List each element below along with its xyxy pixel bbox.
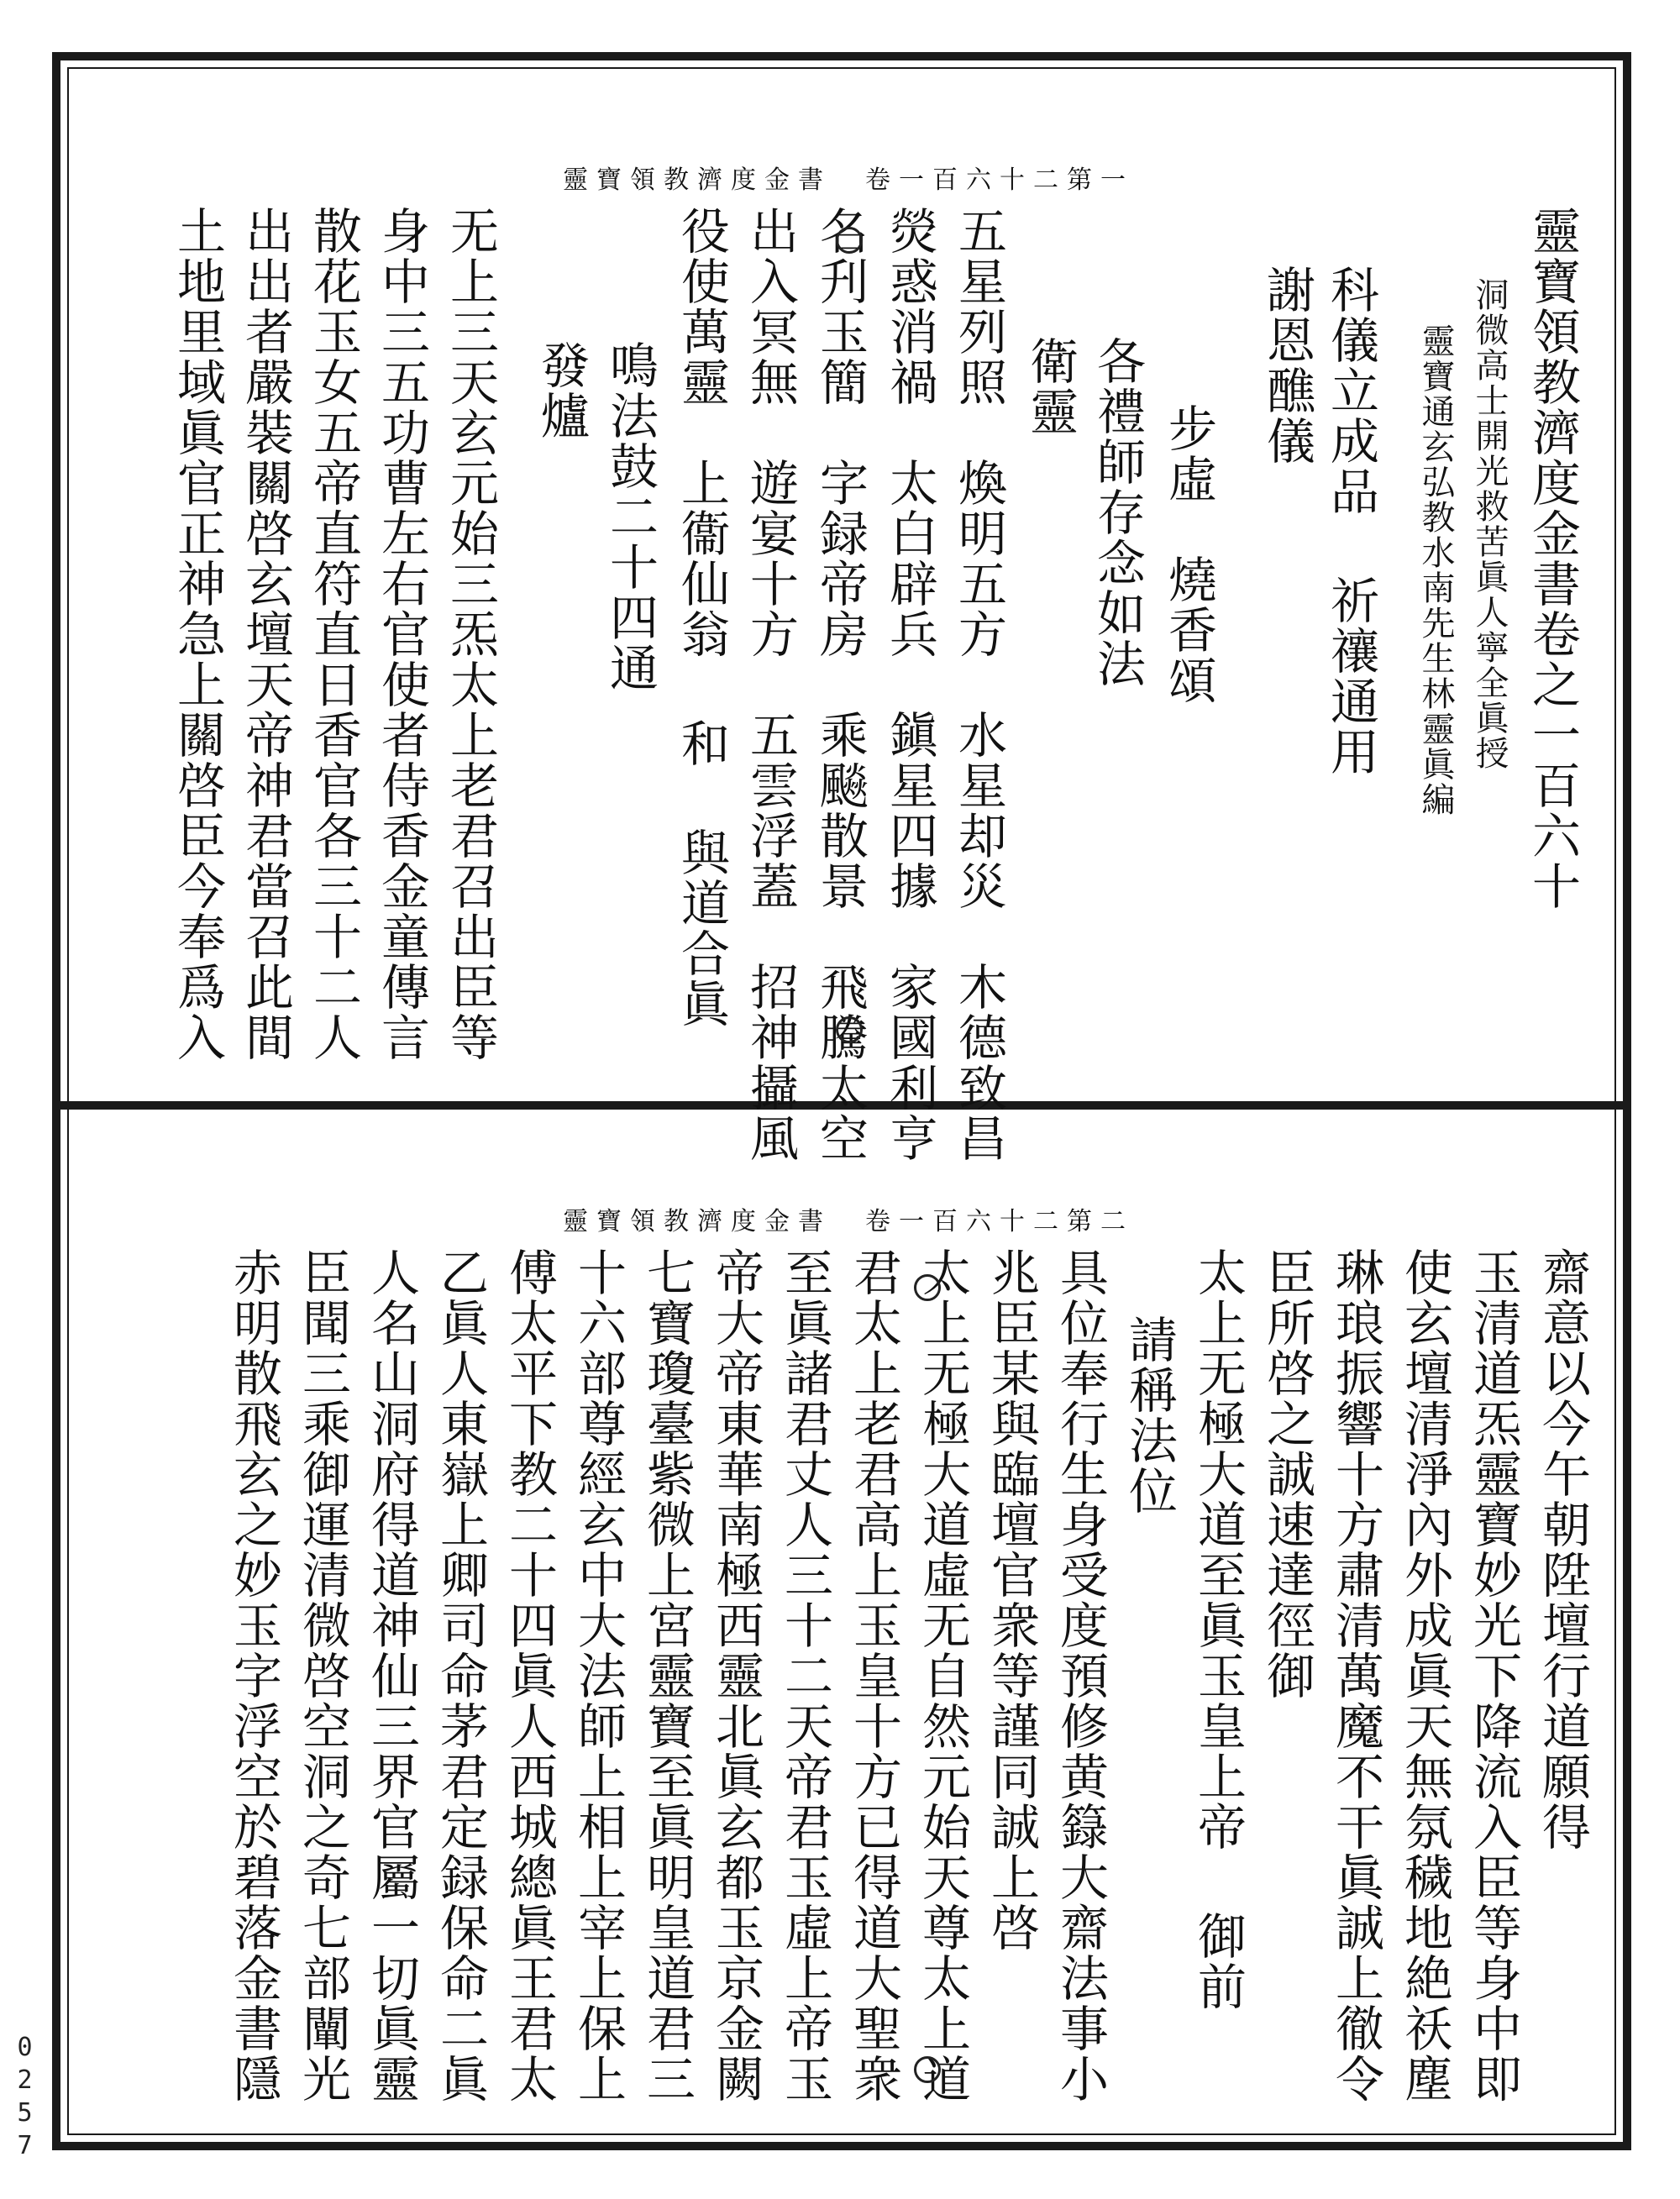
text-column: 鳴法鼓二十四通 bbox=[601, 340, 659, 693]
text-column: 發爐 bbox=[533, 340, 590, 441]
text-column: 役使萬靈 上衞仙翁 和 與道合眞 bbox=[673, 206, 730, 1029]
text-column: 太上无極大道至眞玉皇上帝 御前 bbox=[1189, 1247, 1247, 2012]
author-line-1: 洞微高士開光救苦眞人寧全眞授 bbox=[1470, 277, 1509, 771]
text-column: 琳琅振響十方肅清萬魔不干眞誠上徹令 bbox=[1327, 1247, 1384, 2104]
text-column: 出出者嚴裝關啓玄壇天帝神君當召此間 bbox=[237, 206, 294, 1063]
text-column: 十六部尊經玄中大法師上相上宰上保上 bbox=[570, 1247, 627, 2104]
text-column: 太上无極大道虛无自然元始天尊太上道 bbox=[914, 1247, 971, 2104]
text-column: 帝大帝東華南極西靈北眞玄都玉京金闕 bbox=[707, 1247, 764, 2104]
text-column: 使玄壇清淨內外成眞天無氛穢地絶祅塵 bbox=[1396, 1247, 1453, 2104]
text-column: 各禮師存念如法 bbox=[1089, 336, 1146, 689]
text-column: 傅太平下教二十四眞人西城總眞王君太 bbox=[501, 1247, 558, 2104]
text-column: 君太上老君高上玉皇十方已得道大聖衆 bbox=[845, 1247, 902, 2104]
top-panel bbox=[67, 67, 1613, 1163]
section-title: 科儀立成品 祈禳通用 bbox=[1322, 265, 1379, 777]
text-column: 身中三五功曹左右官使者侍香金童傳言 bbox=[373, 206, 430, 1063]
running-header-bottom: 靈寶領教濟度金書 卷一百六十二第二 bbox=[563, 1207, 1134, 1236]
text-column: 无上三天玄元始三炁太上老君召出臣等 bbox=[442, 206, 499, 1063]
text-column: 步虛 燒香頌 bbox=[1160, 403, 1217, 706]
text-column: 人名山洞府得道神仙三界官屬一切眞靈 bbox=[363, 1247, 420, 2104]
text-column: 熒惑消禍 太白辟兵 鎭星四據 家國利亨 bbox=[881, 206, 938, 1163]
section-subtitle: 謝恩醮儀 bbox=[1258, 265, 1315, 466]
punctuation-circle bbox=[836, 227, 863, 254]
text-column: 乙眞人東嶽上卿司命茅君定録保命二眞 bbox=[432, 1247, 489, 2104]
text-column: 具位奉行生身受度預修黄籙大齋法事小 bbox=[1052, 1247, 1109, 2104]
author-line-2: 靈寶通玄弘教水南先生林靈眞編 bbox=[1416, 323, 1455, 817]
text-column: 臣所啓之誠速達徑御 bbox=[1258, 1247, 1315, 1701]
text-column: 玉清道炁靈寶妙光下降流入臣等身中即 bbox=[1465, 1247, 1522, 2104]
text-column: 至眞諸君丈人三十二天帝君玉虛上帝玉 bbox=[776, 1247, 833, 2104]
book-title: 靈寶領教濟度金書卷之一百六十 bbox=[1524, 206, 1581, 911]
text-column: 五星列照 煥明五方 水星却災 木德致昌 bbox=[950, 206, 1007, 1163]
text-column: 衛靈 bbox=[1021, 336, 1079, 437]
running-header-top: 靈寶領教濟度金書 卷一百六十二第一 bbox=[563, 165, 1134, 195]
punctuation-circle bbox=[836, 1016, 863, 1043]
text-column: 請稱法位 bbox=[1121, 1315, 1178, 1516]
punctuation-circle bbox=[914, 2056, 941, 2083]
text-column: 七寶瓊臺紫微上宮靈寶至眞明皇道君三 bbox=[638, 1247, 696, 2104]
text-column: 出入冥無 遊宴十方 五雲浮蓋 招神攝風 bbox=[742, 206, 799, 1163]
text-column: 散花玉女五帝直符直日香官各三十二人 bbox=[305, 206, 362, 1063]
text-column: 赤明散飛玄之妙玉字浮空於碧落金書隱 bbox=[225, 1247, 282, 2104]
text-column: 兆臣某與臨壇官衆等謹同誠上啓 bbox=[983, 1247, 1040, 1953]
text-column: 齋意以今午朝陞壇行道願得 bbox=[1534, 1247, 1591, 1852]
page-number: 0257 bbox=[10, 2033, 39, 2164]
text-column: 土地里域眞官正神急上關啓臣今奉爲入 bbox=[169, 206, 226, 1063]
punctuation-circle bbox=[914, 1274, 941, 1301]
text-column: 臣聞三乘御運清微啓空洞之奇七部闡光 bbox=[294, 1247, 351, 2104]
bottom-panel bbox=[67, 1117, 1613, 2138]
text-column: 名刋玉簡 字録帝房 乘飈散景 飛騰太空 bbox=[811, 206, 869, 1163]
